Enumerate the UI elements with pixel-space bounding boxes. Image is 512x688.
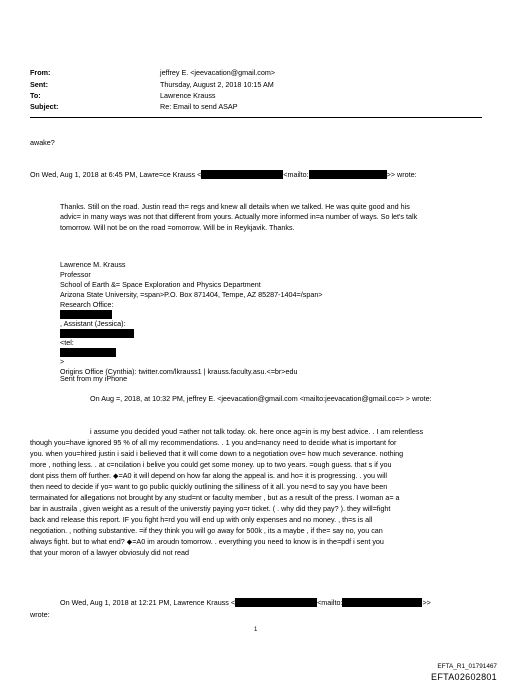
- from-label: From:: [30, 68, 51, 77]
- page-number: 1: [254, 627, 258, 633]
- quote-3-part-a: On Wed, Aug 1, 2018 at 12:21 PM, Lawrence Krauss <: [60, 598, 236, 607]
- signature-block: [60, 260, 323, 377]
- subject-label: Subject:: [30, 102, 59, 111]
- reply-1-paragraph: [60, 202, 417, 233]
- reply-2-line: always fight. but to what end? ◆=A0 im aroudn tomorrow. . everything you need to know is in the=pdf i sent you: [30, 537, 384, 546]
- redaction-box: [342, 598, 422, 607]
- reply-2-line: more , nothing less. . at c=ncilation i belive you could get some money. up to two years. =ough guess. that s if you: [30, 460, 392, 469]
- redaction-box: [60, 329, 134, 338]
- quote-1-part-a: On Wed, Aug 1, 2018 at 6:45 PM, Lawre=ce Krauss <: [30, 170, 202, 179]
- reply-2-line: then need to decide if yo= want to go public quickly outlining the silliness of it all. you ne=d to say you have been: [30, 482, 388, 491]
- signature-university: Arizona State University, =span>P.O. Box 871404, Tempe, AZ 85287-1404=/span>: [60, 290, 323, 299]
- reply-2-paragraph: [30, 426, 423, 558]
- quote-1-part-c: >> wrote:: [386, 170, 417, 179]
- quote-1-part-b: <mailto:: [283, 170, 309, 179]
- signature-school: School of Earth &= Space Exploration and Physics Department: [60, 280, 261, 289]
- reply-2-line: though you=have ignored 95 % of all my recommendations. . 1 you and=nancy need to decide what is important for: [30, 438, 397, 447]
- signature-phones: Research Office: , Assistant (Jessica): <tel: >: [60, 300, 323, 367]
- redaction-box: [201, 170, 283, 179]
- redaction-box: [235, 598, 317, 607]
- quote-3-wrote: wrote:: [30, 610, 50, 619]
- signature-name: Lawrence M. Krauss: [60, 260, 126, 269]
- signature-origins: Origins Office (Cynthia): twitter.com/lkrauss1 | krauss.faculty.asu.<=br>edu: [60, 367, 298, 376]
- reply-2-line: i assume you decided youd =ather not talk today. ok. here once ag=in is my best advice. . I am relentless: [90, 427, 424, 436]
- reply-2-line: that your moron of a lawyer obviosuly did not read: [30, 548, 190, 557]
- redaction-box: [60, 310, 112, 319]
- header-divider: [30, 117, 482, 118]
- sent-label: Sent:: [30, 80, 48, 89]
- doc-id-small: EFTA_R1_01791467: [437, 663, 497, 670]
- quote-3-part-b: <mailto:: [317, 598, 343, 607]
- from-value: jeffrey E. <jeevacation@gmail.com>: [160, 68, 276, 77]
- reply-2-line: bar in austraila , given weight as a result of the universtiy paying yo=r ticket. ( . why did they pay? ). they will=fight: [30, 504, 391, 513]
- reply-2-line: negotiation. , nothing substantive. =if they think you will go away for 500k , its a maybe , if the= say no, you can: [30, 526, 383, 535]
- quote-header-2: On Aug =, 2018, at 10:32 PM, jeffrey E. <jeevacation@gmail.com <mailto:jeevacation@gmail.co=> > wrote:: [90, 394, 432, 403]
- reply-2-line: you. when you=hired justin i said i believed that it will come down to a negotiation ove= how much severance. nothing: [30, 449, 404, 458]
- quote-3-part-c: >>: [422, 598, 431, 607]
- awake-text: awake?: [30, 138, 55, 147]
- subject-value: Re: Email to send ASAP: [160, 102, 238, 111]
- reply-2-line: dont piss them off further. ◆=A0 it will depend on how far along the appeal is. and ho= it is progressing. . you will: [30, 471, 387, 480]
- reply-1-line: Thanks. Still on the road. Justin read th= regs and knew all details when we talked. He was quite good and his: [60, 202, 410, 211]
- signature-title: Professor: [60, 270, 91, 279]
- to-label: To:: [30, 91, 41, 100]
- reply-2-line: termainated for allegations not brought by any stud=nt or faculty member , but as a result of the press. I woman a= a: [30, 493, 400, 502]
- sent-value: Thursday, August 2, 2018 10:15 AM: [160, 80, 274, 89]
- reply-2-line: back and release this report. IF you fight h=rd you will end up with only expenses and no money. , th=s is all: [30, 515, 373, 524]
- doc-id-large: EFTA02602801: [431, 672, 497, 682]
- redaction-box: [60, 348, 116, 357]
- quote-header-3: [60, 598, 431, 607]
- sent-from-iphone: Sent from my iPhone: [60, 374, 128, 383]
- reply-1-line: tomorrow. Will not be on the road =omorrow. Will be in Reykjavik. Thanks.: [60, 222, 295, 232]
- redaction-box: [309, 170, 387, 179]
- to-value: Lawrence Krauss: [160, 91, 216, 100]
- reply-1-line: advic= in many ways was not that different from yours. Actually more informed in=a number of ways. So let's talk: [60, 212, 418, 222]
- quote-header-1: [30, 170, 417, 179]
